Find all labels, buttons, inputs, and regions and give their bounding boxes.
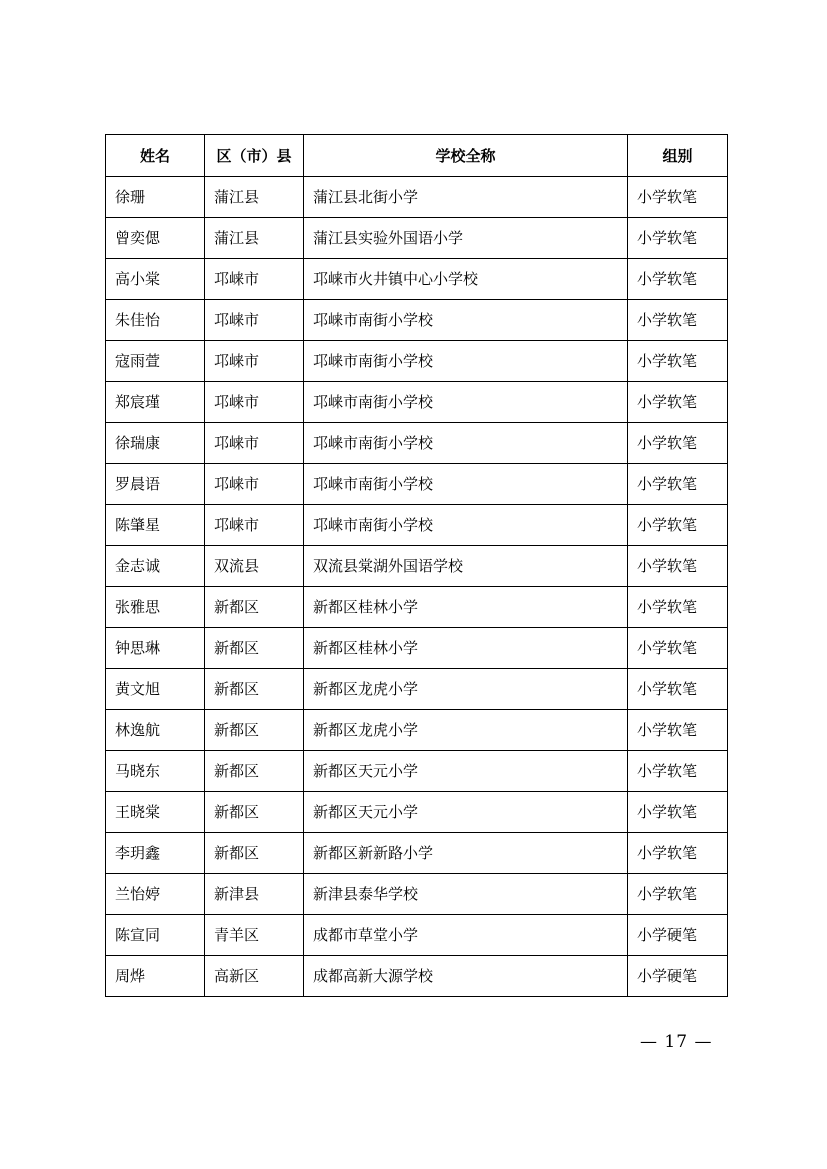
- table-row: [106, 915, 728, 956]
- cell-name: 王晓棠: [106, 792, 205, 833]
- cell-group: 小学软笔: [628, 218, 728, 259]
- cell-group: 小学软笔: [628, 874, 728, 915]
- cell-school: 邛崃市南街小学校: [304, 382, 628, 423]
- table-row: [106, 300, 728, 341]
- cell-school: 新都区龙虎小学: [304, 669, 628, 710]
- cell-name: 陈肇星: [106, 505, 205, 546]
- cell-name: 钟思琳: [106, 628, 205, 669]
- cell-district: 邛崃市: [205, 300, 304, 341]
- cell-name: 马晓东: [106, 751, 205, 792]
- cell-district: 邛崃市: [205, 505, 304, 546]
- table-row: [106, 874, 728, 915]
- cell-group: 小学软笔: [628, 792, 728, 833]
- cell-district: 邛崃市: [205, 464, 304, 505]
- cell-name: 周烨: [106, 956, 205, 997]
- table-row: [106, 669, 728, 710]
- table-row: [106, 259, 728, 300]
- cell-school: 邛崃市南街小学校: [304, 341, 628, 382]
- table-row: [106, 546, 728, 587]
- cell-name: 朱佳怡: [106, 300, 205, 341]
- cell-school: 邛崃市南街小学校: [304, 464, 628, 505]
- cell-group: 小学软笔: [628, 628, 728, 669]
- table-row: [106, 382, 728, 423]
- cell-district: 新都区: [205, 669, 304, 710]
- cell-name: 兰怡婷: [106, 874, 205, 915]
- cell-school: 邛崃市南街小学校: [304, 423, 628, 464]
- header-group: 组别: [628, 135, 728, 177]
- cell-school: 新都区新新路小学: [304, 833, 628, 874]
- cell-group: 小学软笔: [628, 505, 728, 546]
- cell-district: 邛崃市: [205, 382, 304, 423]
- cell-school: 成都市草堂小学: [304, 915, 628, 956]
- cell-name: 徐珊: [106, 177, 205, 218]
- cell-school: 新都区天元小学: [304, 751, 628, 792]
- cell-group: 小学软笔: [628, 546, 728, 587]
- cell-name: 黄文旭: [106, 669, 205, 710]
- cell-name: 林逸航: [106, 710, 205, 751]
- cell-name: 寇雨萱: [106, 341, 205, 382]
- cell-school: 新津县泰华学校: [304, 874, 628, 915]
- table-body: [106, 177, 728, 997]
- cell-school: 新都区桂林小学: [304, 628, 628, 669]
- cell-district: 双流县: [205, 546, 304, 587]
- cell-school: 新都区天元小学: [304, 792, 628, 833]
- cell-name: 金志诚: [106, 546, 205, 587]
- cell-name: 陈宣同: [106, 915, 205, 956]
- cell-school: 邛崃市南街小学校: [304, 505, 628, 546]
- table-row: [106, 792, 728, 833]
- table-row: [106, 751, 728, 792]
- table-row: [106, 341, 728, 382]
- cell-district: 高新区: [205, 956, 304, 997]
- cell-group: 小学软笔: [628, 177, 728, 218]
- cell-group: 小学软笔: [628, 833, 728, 874]
- cell-district: 蒲江县: [205, 177, 304, 218]
- cell-district: 新都区: [205, 587, 304, 628]
- cell-district: 邛崃市: [205, 341, 304, 382]
- table-row: [106, 833, 728, 874]
- cell-district: 蒲江县: [205, 218, 304, 259]
- table-row: [106, 587, 728, 628]
- cell-group: 小学硬笔: [628, 956, 728, 997]
- cell-school: 成都高新大源学校: [304, 956, 628, 997]
- table-row: [106, 956, 728, 997]
- cell-group: 小学软笔: [628, 300, 728, 341]
- cell-school: 邛崃市火井镇中心小学校: [304, 259, 628, 300]
- cell-group: 小学软笔: [628, 464, 728, 505]
- cell-group: 小学软笔: [628, 669, 728, 710]
- cell-group: 小学软笔: [628, 259, 728, 300]
- cell-school: 新都区桂林小学: [304, 587, 628, 628]
- cell-group: 小学硬笔: [628, 915, 728, 956]
- table-row: [106, 628, 728, 669]
- table-row: [106, 464, 728, 505]
- table-row: [106, 177, 728, 218]
- cell-school: 蒲江县实验外国语小学: [304, 218, 628, 259]
- cell-name: 张雅思: [106, 587, 205, 628]
- table-row: [106, 710, 728, 751]
- cell-district: 邛崃市: [205, 259, 304, 300]
- cell-group: 小学软笔: [628, 751, 728, 792]
- cell-school: 邛崃市南街小学校: [304, 300, 628, 341]
- header-district: 区（市）县: [205, 135, 304, 177]
- page-number: — 17 —: [640, 1032, 713, 1052]
- cell-district: 新津县: [205, 874, 304, 915]
- header-school: 学校全称: [304, 135, 628, 177]
- roster-table: [105, 134, 728, 997]
- cell-name: 罗晨语: [106, 464, 205, 505]
- cell-name: 高小棠: [106, 259, 205, 300]
- cell-district: 新都区: [205, 628, 304, 669]
- cell-school: 蒲江县北街小学: [304, 177, 628, 218]
- table-header-row: [106, 135, 728, 177]
- cell-district: 新都区: [205, 792, 304, 833]
- cell-school: 双流县棠湖外国语学校: [304, 546, 628, 587]
- table-row: [106, 423, 728, 464]
- cell-school: 新都区龙虎小学: [304, 710, 628, 751]
- cell-district: 邛崃市: [205, 423, 304, 464]
- table-row: [106, 218, 728, 259]
- cell-group: 小学软笔: [628, 382, 728, 423]
- cell-group: 小学软笔: [628, 423, 728, 464]
- cell-name: 李玥鑫: [106, 833, 205, 874]
- cell-name: 徐瑞康: [106, 423, 205, 464]
- cell-name: 郑宸瑾: [106, 382, 205, 423]
- cell-district: 青羊区: [205, 915, 304, 956]
- cell-name: 曾奕偲: [106, 218, 205, 259]
- header-name: 姓名: [106, 135, 205, 177]
- cell-group: 小学软笔: [628, 587, 728, 628]
- cell-district: 新都区: [205, 751, 304, 792]
- table-row: [106, 505, 728, 546]
- cell-district: 新都区: [205, 710, 304, 751]
- cell-district: 新都区: [205, 833, 304, 874]
- cell-group: 小学软笔: [628, 710, 728, 751]
- cell-group: 小学软笔: [628, 341, 728, 382]
